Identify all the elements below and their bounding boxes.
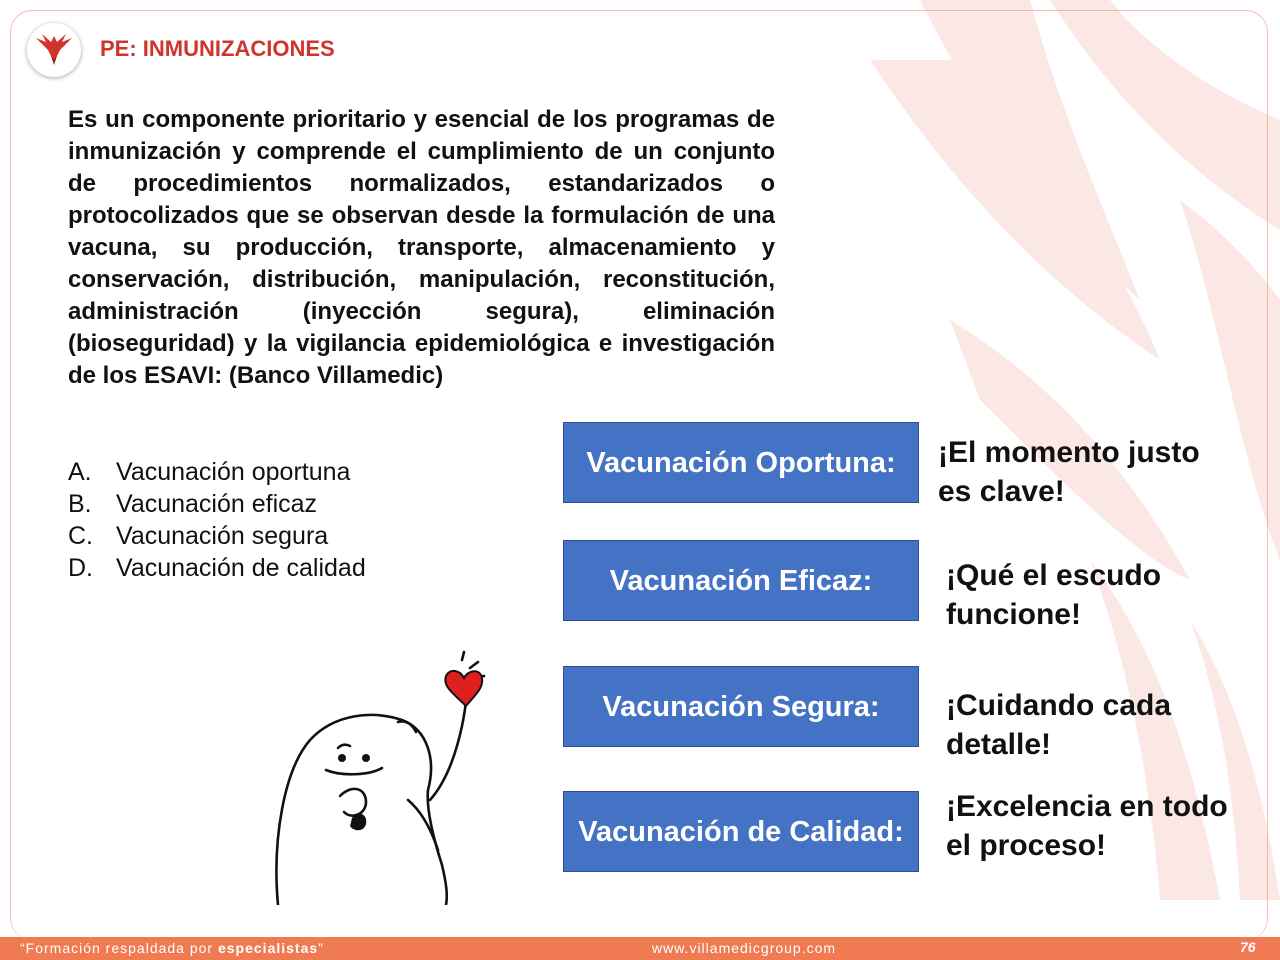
option-a [68,456,366,488]
option-letter: D. [68,554,93,582]
page-title: PE: INMUNIZACIONES [100,36,335,61]
tagline-oportuna: ¡El momento justo es clave! [938,436,1200,508]
card-oportuna: Vacunación Oportuna: [563,422,919,503]
option-letter: B. [68,490,92,518]
option-b [68,488,366,520]
page-number: 76 [1240,939,1256,955]
footer-slogan [20,940,324,956]
option-text: Vacunación eficaz [116,490,318,518]
option-d [68,552,366,584]
slogan-suffix: ” [318,940,324,956]
tagline-calidad: ¡Excelencia en todo el proceso! [946,790,1228,862]
option-text: Vacunación de calidad [116,554,366,582]
card-eficaz: Vacunación Eficaz: [563,540,919,621]
option-c [68,520,366,552]
footer-bar [0,937,1280,960]
answer-options [68,456,366,584]
option-text: Vacunación segura [116,522,329,550]
option-text: Vacunación oportuna [116,458,351,486]
option-letter: C. [68,522,93,550]
slogan-bold: especialistas [217,940,319,956]
card-calidad: Vacunación de Calidad: [563,791,919,872]
definition-paragraph: Es un componente prioritario y esencial de los programas de inmunización y comprende el cumplimiento de un conjunto de procedimientos normalizados, estandarizados o protocolizados que se observan desde la formulación de una vacuna, su producción, transporte, almacenamiento y conservación, distribución, manipulación, reconstitución, administración (inyección segura), eliminación (bioseguridad) y la vigilancia epidemiológica e investigación de los ESAVI: (Banco Villamedic) [68,106,775,389]
logo [27,23,81,77]
option-letter: A. [68,458,92,486]
footer-url[interactable]: www.villamedicgroup.com [652,940,837,956]
tagline-segura: ¡Cuidando cada detalle! [946,689,1172,761]
slogan-prefix: “Formación respaldada por [20,940,218,956]
tagline-eficaz: ¡Qué el escudo funcione! [946,559,1162,631]
doodle-character-icon [270,650,510,905]
phoenix-logo-icon [34,32,74,68]
card-segura: Vacunación Segura: [563,666,919,747]
